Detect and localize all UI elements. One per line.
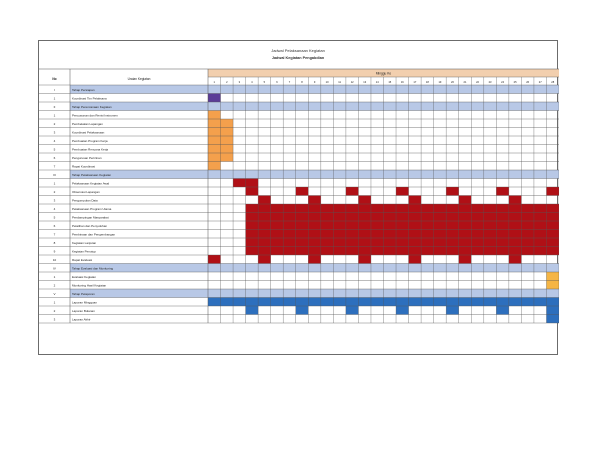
week-number: 18: [425, 80, 429, 84]
row-label: Koordinasi Tim Pelaksana: [72, 96, 107, 101]
schedule-bar: [459, 196, 472, 205]
week-number: 13: [363, 80, 367, 84]
row-number: 4: [53, 139, 56, 143]
row-number: 1: [53, 300, 56, 305]
row-number: 1: [53, 275, 56, 279]
schedule-bar: [308, 255, 321, 264]
week-number: 12: [350, 80, 354, 84]
row-label: Pendampingan Masyarakat: [72, 215, 109, 220]
row-label: Pembinaan dan Pengembangan: [72, 232, 116, 237]
row-number: I: [54, 88, 55, 92]
row-number: 3: [53, 317, 56, 322]
row-label: Tahap Pelaksanaan Kegiatan: [72, 173, 112, 177]
week-number: 24: [501, 80, 505, 84]
schedule-bar: [296, 187, 309, 196]
schedule-bar: [246, 221, 559, 230]
week-number: 15: [388, 80, 392, 84]
schedule-bar: [246, 187, 259, 196]
row-number: 5: [53, 147, 56, 152]
section-band: [70, 289, 559, 298]
week-number: 21: [463, 80, 467, 84]
schedule-bar: [358, 196, 371, 205]
week-number: 8: [301, 80, 303, 84]
schedule-bar: [246, 238, 559, 247]
week-number: 23: [488, 80, 492, 84]
row-number: 1: [53, 181, 56, 186]
week-number: 19: [438, 80, 442, 84]
row-label: Pelatihan dan Penyuluhan: [72, 224, 108, 228]
schedule-bar: [396, 306, 409, 315]
no-header: No: [52, 77, 57, 81]
row-number: 7: [53, 164, 56, 169]
schedule-bar: [546, 281, 559, 290]
week-number: 25: [513, 80, 517, 84]
schedule-bar: [358, 255, 371, 264]
week-number: 3: [238, 80, 241, 84]
schedule-bar: [546, 306, 559, 315]
section-band: [70, 102, 559, 111]
row-label: Kegiatan Lanjutan: [72, 241, 97, 245]
row-number: 6: [53, 156, 56, 160]
schedule-bar: [509, 196, 522, 205]
week-number: 11: [338, 80, 341, 84]
week-number: 9: [313, 80, 316, 84]
row-label: Laporan Mingguan: [72, 300, 98, 305]
schedule-bar: [409, 255, 422, 264]
schedule-bar: [496, 187, 509, 196]
schedule-bar: [546, 272, 559, 281]
row-label: Koordinasi Pelaksanaan: [72, 130, 105, 135]
row-number: 2: [53, 190, 56, 194]
schedule-bar: [208, 94, 221, 103]
row-number: 3: [53, 198, 56, 203]
row-label: Tahap Perencanaan Kegiatan: [72, 105, 112, 109]
row-label: Rapat Evaluasi: [72, 258, 93, 262]
row-label: Rapat Koordinasi: [72, 164, 96, 169]
row-number: III: [53, 173, 56, 177]
schedule-bar: [208, 162, 221, 171]
document-subtitle: Jadwal Kegiatan Pengabdian: [271, 56, 325, 60]
row-label: Pengumpulan Data: [72, 198, 98, 203]
row-label: Laporan Bulanan: [72, 309, 95, 313]
schedule-bar: [246, 230, 559, 239]
week-number: 7: [288, 80, 291, 84]
week-number: 17: [413, 80, 417, 84]
week-number: 4: [251, 80, 253, 84]
schedule-bar: [308, 196, 321, 205]
week-number: 16: [400, 80, 404, 84]
week-number: 14: [375, 80, 379, 84]
week-number: 6: [276, 80, 278, 84]
schedule-bar: [546, 315, 559, 324]
row-number: 9: [53, 249, 56, 254]
schedule-bar: [459, 255, 472, 264]
week-number: 20: [451, 80, 454, 84]
week-number: 28: [551, 80, 555, 84]
week-number: 10: [325, 80, 329, 84]
schedule-bar: [396, 187, 409, 196]
row-number: II: [53, 105, 56, 109]
schedule-bar: [546, 187, 559, 196]
section-band: [70, 170, 559, 179]
row-label: Pelaksanaan Kegiatan Awal: [72, 181, 110, 186]
row-label: Pembuatan Rencana Kerja: [72, 147, 109, 152]
row-label: Penyusunan dan Revisi Instrumen: [72, 113, 118, 118]
row-number: 10: [52, 258, 57, 262]
row-number: IV: [53, 266, 56, 271]
activity-header: Uraian Kegiatan: [127, 77, 151, 81]
schedule-bar: [496, 306, 509, 315]
row-label: Monitoring Hasil Kegiatan: [72, 283, 107, 288]
row-label: Kegiatan Penutup: [72, 249, 96, 254]
document-title: Jadwal Pelaksanaan Kegiatan: [271, 48, 325, 53]
schedule-bar: [446, 306, 459, 315]
row-number: 2: [53, 309, 56, 313]
schedule-bar: [346, 187, 359, 196]
schedule-bar: [446, 187, 459, 196]
row-label: Pengurusan Perizinan: [72, 156, 102, 160]
schedule-bar: [246, 247, 559, 256]
row-label: Tahap Evaluasi dan Monitoring: [72, 266, 114, 271]
row-label: Tahap Pelaporan: [72, 292, 95, 296]
row-label: Tahap Persiapan: [72, 88, 95, 92]
row-number: 1: [53, 96, 56, 101]
week-number: 22: [476, 80, 479, 84]
row-number: 6: [53, 224, 56, 228]
week-number: 2: [226, 80, 228, 84]
week-number: 26: [526, 80, 530, 84]
schedule-bar: [208, 255, 221, 264]
row-label: Laporan Akhir: [72, 317, 91, 322]
schedule-bar: [258, 196, 271, 205]
row-number: 5: [53, 215, 56, 220]
schedule-bar: [509, 255, 522, 264]
row-number: 1: [53, 113, 56, 118]
row-label: Pembekalan Lapangan: [72, 122, 103, 126]
row-number: 3: [53, 130, 56, 135]
week-number: 27: [538, 80, 542, 84]
row-label: Pembuatan Program Kerja: [72, 139, 108, 143]
section-band: [70, 85, 559, 94]
row-number: 2: [53, 283, 56, 288]
schedule-bar: [346, 306, 359, 315]
schedule-sheet: [38, 40, 558, 355]
schedule-bar: [208, 111, 221, 120]
row-number: 7: [53, 232, 56, 237]
week-number: 5: [263, 80, 266, 84]
section-band: [70, 264, 559, 273]
week-number: 1: [213, 80, 215, 84]
row-number: 2: [53, 122, 56, 126]
row-label: Observasi Lapangan: [72, 190, 100, 194]
schedule-bar: [246, 204, 559, 213]
row-number: V: [53, 292, 56, 296]
period-header: Minggu Ke: [375, 71, 392, 76]
schedule-grid: [39, 41, 559, 356]
schedule-bar: [246, 306, 259, 315]
schedule-bar: [296, 306, 309, 315]
row-number: 4: [53, 207, 56, 211]
row-label: Pelaksanaan Program Utama: [72, 207, 112, 211]
row-label: Evaluasi Kegiatan: [72, 275, 97, 279]
row-number: 8: [53, 241, 56, 245]
schedule-bar: [258, 255, 271, 264]
schedule-bar: [246, 213, 559, 222]
schedule-bar: [409, 196, 422, 205]
